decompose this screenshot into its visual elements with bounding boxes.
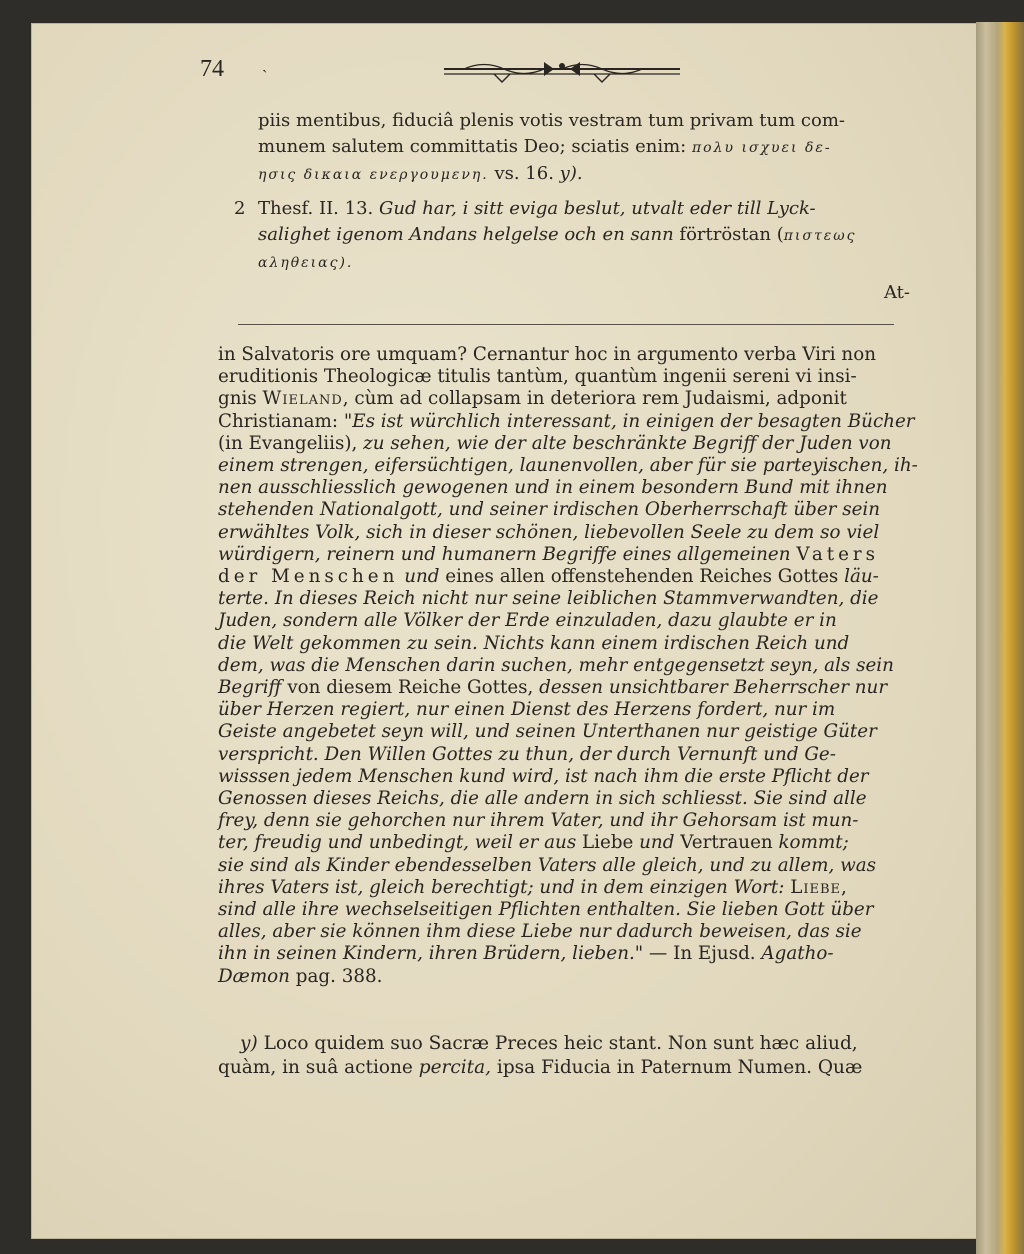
footnote-block — [218, 1032, 930, 1080]
text-run: eruditionis Theologicæ titulis tantùm, quantùm ingenii sereni vi insi- — [218, 366, 857, 388]
quote-text: würdigern, reinern und humanern Begriffe eines allgemeinen — [218, 543, 791, 565]
quote-text: "Es ist würchlich interessant, in einigen der besagten Bücher — [343, 410, 915, 432]
body-line — [218, 810, 930, 832]
note-number: 2 — [234, 198, 246, 219]
body-line — [218, 411, 930, 433]
body-line — [218, 388, 930, 410]
quote-text: über Herzen regiert, nur einen Dienst des Herzens fordert, nur im — [218, 699, 836, 721]
quote-text: Genossen dieses Reichs, die alle andern in sich schliesst. Sie sind alle — [218, 788, 867, 810]
quote-text: Dæmon — [218, 965, 290, 987]
text-run: , cùm ad collapsam in deteriora rem Judaismi, adponit — [342, 388, 847, 410]
text-run: munem salutem committatis Deo; sciatis enim: — [258, 136, 687, 157]
quote-text: dem, was die Menschen darin suchen, mehr entgegensetzt seyn, als sein — [218, 654, 894, 676]
body-line — [218, 655, 930, 677]
book-spine-edge — [976, 22, 1024, 1254]
footnote-marker: y) — [240, 1033, 258, 1054]
body-line — [218, 677, 930, 699]
body-line — [218, 921, 930, 943]
text-run: — In Ejusd. — [649, 943, 756, 965]
quote-text: frey, denn sie gehorchen nur ihrem Vater, und ihr Gehorsam ist mun- — [218, 810, 859, 832]
body-line — [218, 744, 930, 766]
footnote-marker: y). — [559, 163, 583, 184]
upper-text-block — [234, 108, 930, 276]
catchword: At- — [884, 282, 910, 303]
text-run: von diesem Reiche Gottes, — [287, 677, 534, 699]
quote-text: Begriff — [218, 677, 282, 699]
body-line — [218, 943, 930, 965]
quote-text: zu sehen, wie der alte beschränkte Begriff der Juden von — [363, 432, 892, 454]
quote-text: alles, aber sie können ihm diese Liebe nur dadurch beweisen, das sie — [218, 921, 862, 943]
text-run: piis mentibus, fiduciâ plenis votis vestram tum privam tum com- — [258, 110, 845, 131]
text-run: ipsa Fiducia in Paternum Numen. Quæ — [496, 1057, 863, 1078]
swedish-text: Andans helgelse och en sann — [409, 224, 674, 245]
upper-line — [258, 108, 930, 134]
small-caps-word: Liebe — [790, 876, 842, 898]
text-run: eines allen offenstehenden Reiches Gottes — [445, 566, 839, 588]
quote-text: Geiste angebetet seyn will, und seinen Unterthanen nur geistige Güter — [218, 721, 877, 743]
quote-text: einem strengen, eifersüchtigen, launenvollen, aber für sie parteyischen, ih- — [218, 455, 918, 477]
body-line — [218, 588, 930, 610]
swedish-text: Gud har, i sitt eviga beslut, utvalt eder till Lyck- — [378, 198, 816, 219]
author-name: Wieland — [262, 388, 343, 410]
quote-text: Juden, sondern alle Völker der Erde einzuladen, dazu glaubte er in — [218, 610, 837, 632]
italic-word: percita, — [418, 1057, 492, 1078]
quote-text: läu- — [844, 566, 879, 588]
main-text-block — [218, 344, 930, 988]
quote-text: dessen unsichtbarer Beherrscher nur — [539, 677, 888, 699]
upper-line — [258, 161, 930, 188]
body-line — [218, 633, 930, 655]
greek-text: πολυ ισχυει δε- — [691, 140, 832, 156]
body-line — [218, 499, 930, 521]
body-line — [218, 566, 930, 588]
body-line — [218, 522, 930, 544]
text-run: gnis — [218, 388, 257, 410]
body-line — [218, 344, 930, 366]
quote-text: sie sind als Kinder ebendesselben Vaters alle gleich, und zu allem, was — [218, 854, 876, 876]
quote-text: ter, freudig und unbedingt, weil er aus — [218, 832, 577, 854]
text-run: (in Evangeliis), — [218, 432, 358, 454]
greek-text: αληθειας). — [258, 255, 354, 271]
body-line — [218, 455, 930, 477]
quote-text: nen ausschliesslich gewogenen und in einem besondern Bund mit ihnen — [218, 477, 888, 499]
body-line — [218, 855, 930, 877]
quote-text: stehenden Nationalgott, und seiner irdischen Oberherrschaft über sein — [218, 499, 881, 521]
body-line — [218, 544, 930, 566]
text-run: pag. 388. — [295, 965, 383, 987]
text-run: Liebe — [582, 832, 634, 854]
greek-text: πιστεως — [783, 228, 857, 244]
body-line — [218, 433, 930, 455]
spaced-word: der Menschen — [218, 566, 399, 588]
footnote-line — [218, 1056, 930, 1080]
text-run: Loco quidem suo Sacræ Preces heic stant. Non sunt hæc aliud, — [263, 1033, 858, 1054]
quote-text: terte. In dieses Reich nicht nur seine leiblichen Stammverwandten, die — [218, 588, 879, 610]
quote-text: kommt; — [778, 832, 849, 854]
quote-text: wisssen jedem Menschen kund wird, ist nach ihm die erste Pflicht der — [218, 765, 869, 787]
body-line — [218, 477, 930, 499]
text-run: in Salvatoris ore umquam? Cernantur hoc in argumento verba Viri non — [218, 344, 876, 365]
swedish-text: förtröstan ( — [679, 224, 784, 245]
body-line — [218, 721, 930, 743]
body-line — [218, 788, 930, 810]
footnote-line — [218, 1032, 930, 1056]
quote-text: erwähltes Volk, sich in dieser schönen, liebevollen Seele zu dem so viel — [218, 521, 880, 543]
upper-line — [258, 249, 930, 276]
greek-text: ησις δικαια ενεργουμενη. — [258, 167, 489, 183]
upper-line — [234, 196, 930, 222]
body-line — [218, 966, 930, 988]
body-line — [218, 699, 930, 721]
quote-text: sind alle ihre wechselseitigen Pflichten enthalten. Sie lieben Gott über — [218, 899, 874, 921]
quote-text: und — [404, 566, 440, 588]
body-line — [218, 766, 930, 788]
divider-rule — [238, 324, 894, 325]
body-line — [218, 366, 930, 388]
verse-reference: vs. 16. — [494, 163, 554, 184]
body-line — [218, 610, 930, 632]
ornamental-headpiece — [444, 58, 680, 84]
text-run: Christianam: — [218, 410, 338, 432]
quote-text: ihn in seinen Kindern, ihren Brüdern, lieben." — [218, 943, 644, 965]
text-run: Vertrauen — [680, 832, 773, 854]
stray-mark: ` — [262, 68, 268, 85]
quote-text: Agatho- — [761, 943, 834, 965]
body-line — [218, 832, 930, 854]
quote-text: ihres Vaters ist, gleich berechtigt; und in dem einzigen Wort: — [218, 876, 785, 898]
body-line — [218, 899, 930, 921]
quote-text: und — [639, 832, 675, 854]
page-number: 74 — [200, 56, 224, 82]
quote-text: die Welt gekommen zu sein. Nichts kann einem irdischen Reich und — [218, 632, 850, 654]
text-run: quàm, in suâ actione — [218, 1057, 413, 1078]
upper-line — [258, 222, 930, 249]
spaced-word: Vaters — [796, 543, 880, 565]
swedish-text: salighet igenom — [258, 224, 404, 245]
upper-line — [258, 134, 930, 161]
thesis-reference: Thesf. II. 13. — [258, 198, 374, 219]
quote-text: verspricht. Den Willen Gottes zu thun, der durch Vernunft und Ge- — [218, 743, 836, 765]
body-line: ihres Vaters ist, gleich berechtigt; und in dem einzigen Wort: Liebe, — [218, 876, 847, 898]
